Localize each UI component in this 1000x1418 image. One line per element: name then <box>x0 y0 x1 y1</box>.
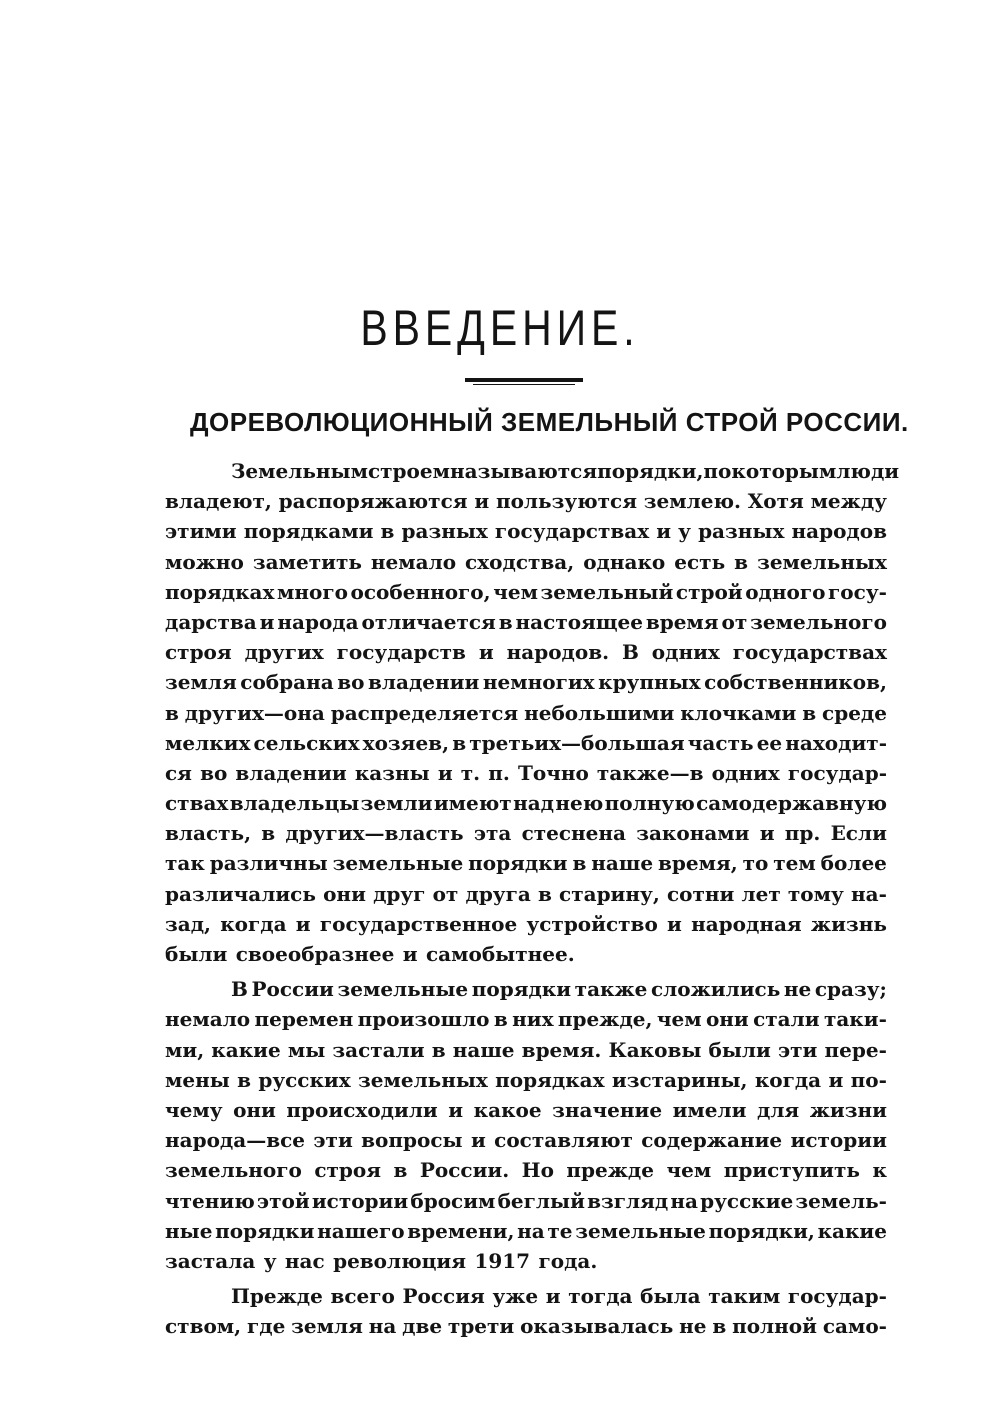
text-line: так различны земельные порядки в наше время, то тем более <box>165 851 887 876</box>
text-line: можно заметить немало сходства, однако есть в земельных <box>165 549 887 574</box>
paragraph <box>165 974 887 1276</box>
text-line: дарства и народа отличается в настоящее время от земельного <box>165 609 887 634</box>
text-line: чтению этой истории бросим беглый взгляд на русские земель- <box>165 1188 887 1213</box>
text-line: порядках много особенного, чем земельный строй одного госу- <box>165 579 887 604</box>
text-line: земля собрана во владении немногих крупных собственников, <box>165 670 887 695</box>
text-line: ми, какие мы застали в наше время. Каковы были эти пере- <box>165 1037 887 1062</box>
text-line: мены в русских земельных порядках изстарины, когда и по- <box>165 1067 887 1092</box>
text-line: чему они происходили и какое значение имели для жизни <box>165 1097 887 1122</box>
text-line: мелких сельских хозяев, в третьих—большая часть ее находит- <box>165 730 887 755</box>
text-line: строя других государств и народов. В одних государствах <box>165 640 887 665</box>
chapter-title: ВВЕДЕНИЕ. <box>360 300 640 356</box>
text-line: ствах владельцы земли имеют над нею полную самодержавную <box>165 791 887 816</box>
text-line: земельного строя в России. Но прежде чем приступить к <box>165 1158 887 1183</box>
text-line: В России земельные порядки также сложились не сразу; <box>231 977 887 1002</box>
text-line: ством, где земля на две трети оказывалась не в полной само- <box>165 1314 887 1339</box>
text-line: были своеобразнее и самобытнее. <box>165 942 575 966</box>
text-line: в других—она распределяется небольшими клочками в среде <box>165 700 887 725</box>
paragraph <box>165 1281 887 1341</box>
body-text <box>165 456 900 1341</box>
text-line: ные порядки нашего времени, на те земельные порядки, какие <box>165 1218 887 1243</box>
text-line: застала у нас революция 1917 года. <box>165 1248 598 1273</box>
section-title: ДОРЕВОЛЮЦИОННЫЙ ЗЕМЕЛЬНЫЙ СТРОЙ РОССИИ. <box>190 407 909 437</box>
text-line: немало перемен произошло в них прежде, чем они стали таки- <box>165 1007 887 1032</box>
text-line: ся во владении казны и т. п. Точно также—в одних государ- <box>165 760 887 785</box>
text-line: владеют, распоряжаются и пользуются землею. Хотя между <box>165 489 887 514</box>
text-line: власть, в других—власть эта стеснена законами и пр. Если <box>165 821 887 846</box>
title-divider <box>465 378 583 382</box>
text-line: Прежде всего Россия уже и тогда была таким государ- <box>231 1284 887 1309</box>
text-line: различались они друг от друга в старину, сотни лет тому на- <box>165 881 887 906</box>
text-line: этими порядками в разных государствах и у разных народов <box>165 519 887 544</box>
text-line: Земельным строем называются порядки, по которым люди <box>231 459 900 483</box>
paragraph <box>165 456 900 969</box>
text-line: народа—все эти вопросы и составляют содержание истории <box>165 1128 887 1153</box>
text-line: зад, когда и государственное устройство и народная жизнь <box>165 911 887 936</box>
